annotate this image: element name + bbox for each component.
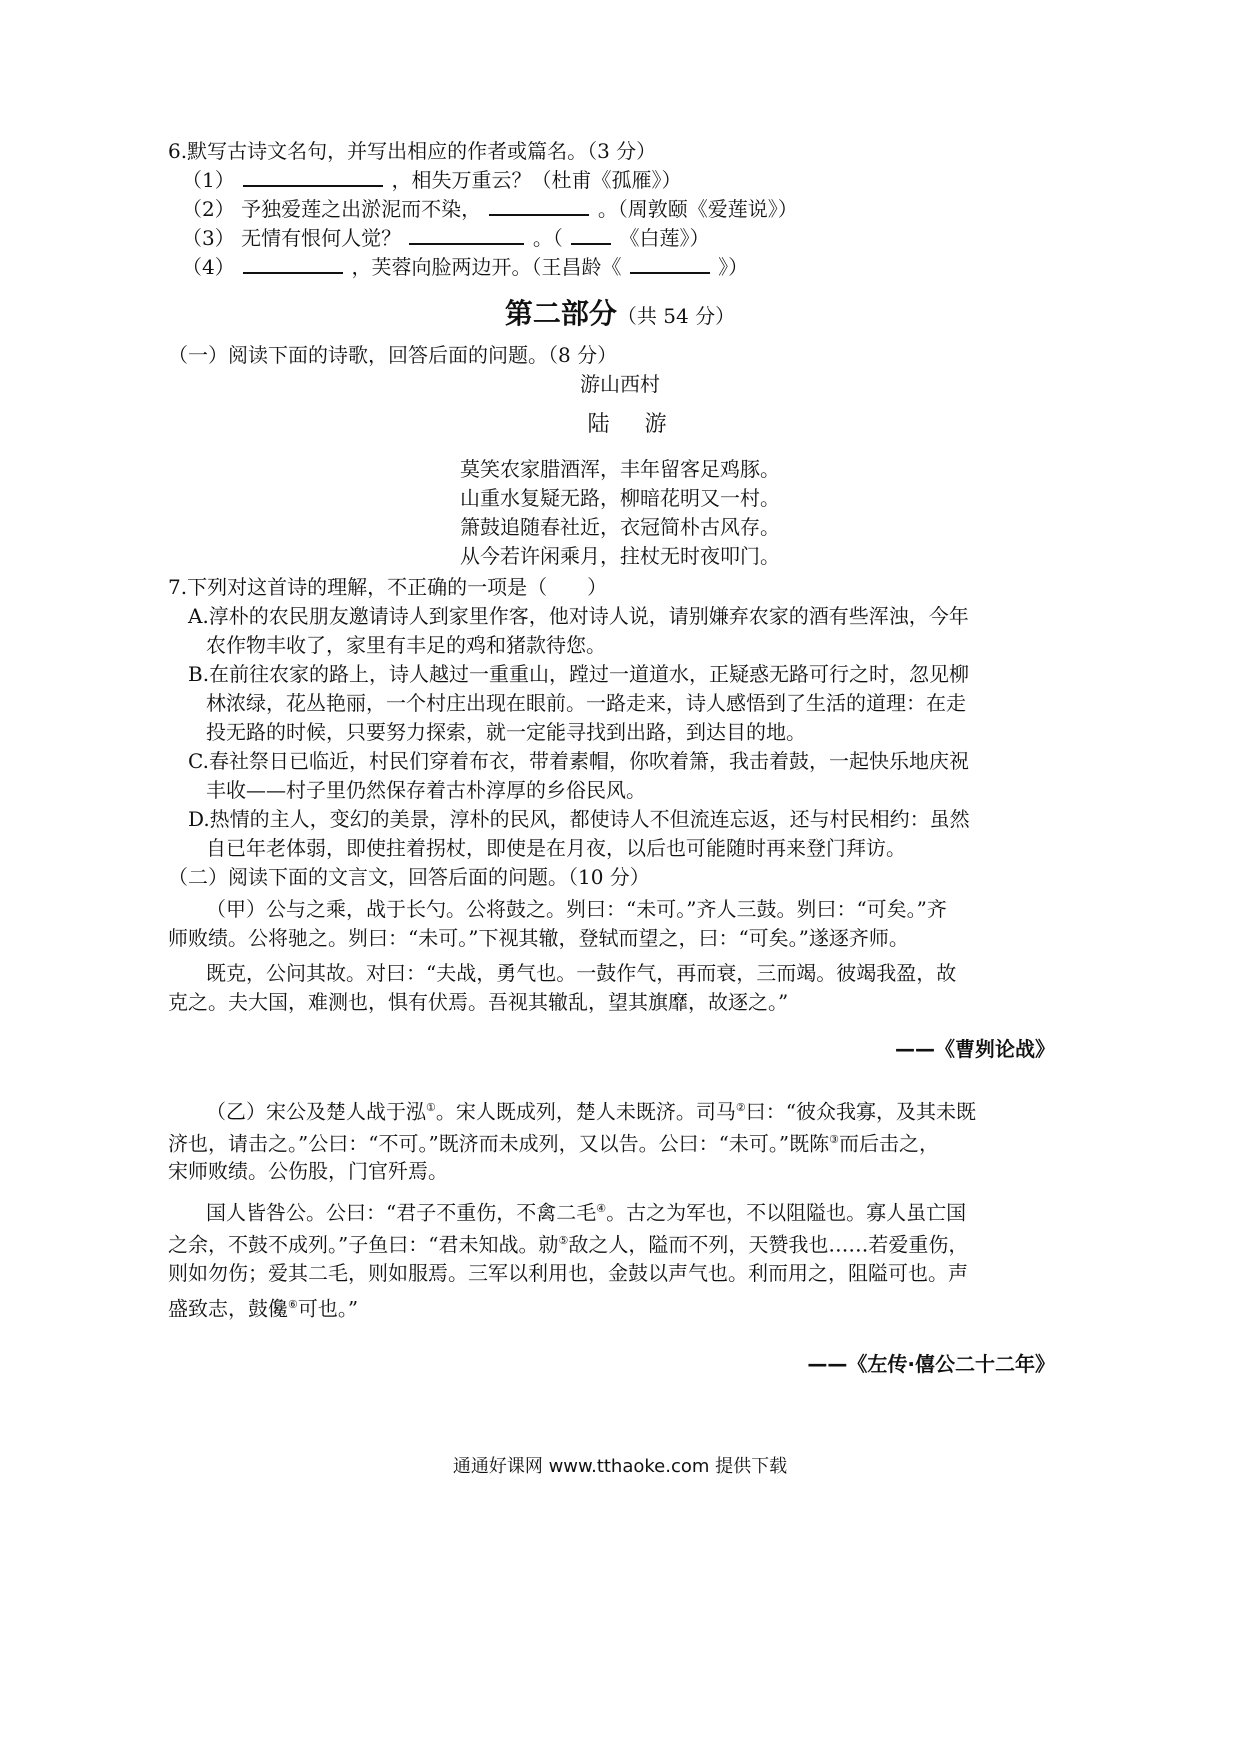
poem-line: 莫笑农家腊酒浑，丰年留客足鸡豚。 bbox=[460, 457, 780, 481]
footnote-marker: ⑥ bbox=[288, 1298, 298, 1311]
q6-item-3-text-a: 无情有恨何人觉？ bbox=[241, 226, 402, 250]
yi-text: 之余，不鼓不成列。”子鱼曰：“君未知战。勍 bbox=[168, 1232, 559, 1257]
q6-item-3 bbox=[182, 224, 710, 252]
fill-blank[interactable] bbox=[571, 225, 611, 245]
q7-option-b: B.在前往农家的路上，诗人越过一重重山，蹚过一道道水，正疑惑无路可行之时，忽见柳 bbox=[188, 662, 970, 686]
yi-line bbox=[168, 1126, 939, 1158]
fill-blank[interactable] bbox=[409, 225, 524, 245]
yi-text: 。古之为军也，不以阻隘也。寡人虽亡国 bbox=[606, 1200, 967, 1225]
q6-item-1-num: （1） bbox=[182, 168, 235, 192]
q6-item-4 bbox=[182, 253, 748, 281]
footnote-marker: ③ bbox=[829, 1133, 839, 1146]
fill-blank[interactable] bbox=[489, 196, 589, 216]
jia-source: ——《曹刿论战》 bbox=[895, 1037, 1055, 1061]
yi-line bbox=[168, 1227, 968, 1259]
part2-heading bbox=[0, 296, 1240, 334]
q7-option-d-cont: 自已年老体弱，即使拄着拐杖，即使是在月夜，以后也可能随时再来登门拜访。 bbox=[206, 836, 906, 860]
yi-text: 敌之人，隘而不列，天赞我也……若爱重伤， bbox=[568, 1232, 969, 1257]
footnote-marker: ⑤ bbox=[558, 1234, 569, 1247]
yi-text: 而后击之， bbox=[839, 1131, 939, 1156]
poem-author: 陆 游 bbox=[587, 412, 681, 437]
q7-option-c: C.春社祭日已临近，村民们穿着布衣，带着素帽，你吹着箫，我击着鼓，一起快乐地庆祝 bbox=[188, 749, 969, 773]
yi-line: 宋师败绩。公伤股，门官歼焉。 bbox=[168, 1159, 448, 1183]
fill-blank[interactable] bbox=[630, 254, 710, 274]
footnote-marker: ① bbox=[426, 1101, 436, 1114]
q6-stem: 6.默写古诗文名句，并写出相应的作者或篇名。（3 分） bbox=[168, 139, 657, 163]
jia-paragraph: （甲）公与之乘，战于长勺。公将鼓之。刿曰：“未可。”齐人三鼓。刿曰：“可矣。”齐 bbox=[206, 897, 947, 921]
poem-title: 游山西村 bbox=[580, 372, 660, 396]
q6-item-2 bbox=[182, 195, 798, 223]
q6-item-2-num: （2） bbox=[182, 197, 235, 221]
yi-text: 可也。” bbox=[297, 1296, 359, 1321]
yi-text: 曰：“彼众我寡，及其未既 bbox=[745, 1099, 976, 1124]
jia-paragraph: 克之。夫大国，难测也，惧有伏焉。吾视其辙乱，望其旗靡，故逐之。” bbox=[168, 990, 789, 1014]
q6-item-4-text-b: 》） bbox=[718, 255, 749, 279]
yi-line bbox=[206, 1195, 966, 1227]
q6-item-3-text-b: 。（ bbox=[532, 226, 563, 250]
q7-option-a-cont: 农作物丰收了，家里有丰足的鸡和猪款待您。 bbox=[206, 633, 606, 657]
q7-option-b-cont: 林浓绿，花丛艳丽，一个村庄出现在眼前。一路走来，诗人感悟到了生活的道理：在走 bbox=[206, 691, 966, 715]
yi-text: 盛致志，鼓儳 bbox=[168, 1296, 288, 1321]
q7-option-d: D.热情的主人，变幻的美景，淳朴的民风，都使诗人不但流连忘返，还与村民相约：虽然 bbox=[188, 807, 970, 831]
jia-paragraph: 既克，公问其故。对曰：“夫战，勇气也。一鼓作气，再而衰，三而竭。彼竭我盈，故 bbox=[206, 961, 957, 985]
poem-line: 箫鼓追随春社近，衣冠简朴古风存。 bbox=[460, 515, 780, 539]
part2-score: （共 54 分） bbox=[616, 304, 736, 328]
footnote-marker: ④ bbox=[596, 1202, 607, 1215]
q7-stem: 7.下列对这首诗的理解，不正确的一项是（ ） bbox=[168, 575, 608, 599]
fill-blank[interactable] bbox=[243, 167, 383, 187]
q6-item-4-text-a: ，芙蓉向脸两边开。（王昌龄《 bbox=[351, 255, 622, 279]
yi-line bbox=[168, 1291, 358, 1323]
section1-intro: （一）阅读下面的诗歌，回答后面的问题。（8 分） bbox=[168, 343, 618, 367]
yi-text: （乙）宋公及楚人战于泓 bbox=[206, 1099, 426, 1124]
q6-item-3-num: （3） bbox=[182, 226, 235, 250]
yi-source: ——《左传·僖公二十二年》 bbox=[807, 1352, 1055, 1376]
q6-item-4-num: （4） bbox=[182, 255, 235, 279]
poem-line: 山重水复疑无路，柳暗花明又一村。 bbox=[460, 486, 780, 510]
q6-item-1-text: ，相失万重云？（杜甫《孤雁》） bbox=[391, 168, 682, 192]
q7-option-b-cont: 投无路的时候，只要努力探索，就一定能寻找到出路，到达目的地。 bbox=[206, 720, 806, 744]
q7-option-a: A.淳朴的农民朋友邀请诗人到家里作客，他对诗人说，请别嫌弃农家的酒有些浑浊，今年 bbox=[188, 604, 969, 628]
footer-text: 通通好课网 www.tthaoke.com 提供下载 bbox=[452, 1456, 788, 1477]
yi-line: 则如勿伤；爱其二毛，则如服焉。三军以利用也，金鼓以声气也。利而用之，阻隘可也。声 bbox=[168, 1261, 968, 1285]
poem-line: 从今若许闲乘月，拄杖无时夜叩门。 bbox=[460, 544, 780, 568]
footnote-marker: ② bbox=[735, 1101, 746, 1114]
q6-item-3-text-c: 《白莲》） bbox=[619, 226, 710, 250]
q6-item-2-text-b: 。（周敦颐《爱莲说》） bbox=[597, 197, 798, 221]
section2-intro: （二）阅读下面的文言文，回答后面的问题。（10 分） bbox=[168, 865, 650, 889]
part2-title: 第二部分 bbox=[504, 297, 617, 330]
q6-item-1 bbox=[182, 166, 681, 194]
yi-text: 济也，请击之。”公曰：“不可。”既济而未成列，又以告。公曰：“未可。”既陈 bbox=[168, 1131, 830, 1156]
yi-text: 国人皆咎公。公曰：“君子不重伤，不禽二毛 bbox=[206, 1200, 597, 1225]
jia-paragraph: 师败绩。公将驰之。刿曰：“未可。”下视其辙，登轼而望之，曰：“可矣。”遂逐齐师。 bbox=[168, 926, 909, 950]
yi-text: 。宋人既成列，楚人未既济。司马 bbox=[435, 1099, 736, 1124]
fill-blank[interactable] bbox=[243, 254, 343, 274]
q6-item-2-text-a: 予独爱莲之出淤泥而不染， bbox=[241, 197, 482, 221]
yi-line bbox=[206, 1094, 976, 1126]
q7-option-c-cont: 丰收——村子里仍然保存着古朴淳厚的乡俗民风。 bbox=[206, 778, 646, 802]
